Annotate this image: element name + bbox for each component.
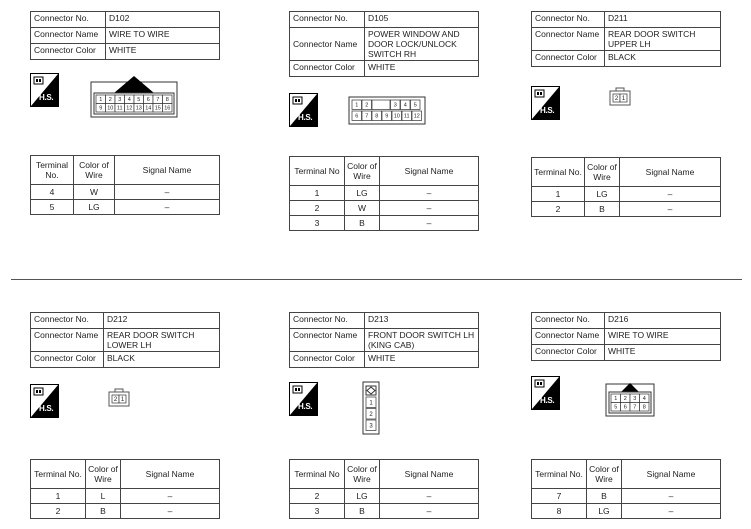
- connector-color-value: BLACK: [104, 352, 220, 368]
- wire-color: LG: [345, 186, 380, 201]
- pin-number: 3: [393, 102, 397, 109]
- signal-name: –: [622, 489, 721, 504]
- wire-color-header: Color of Wire: [345, 157, 380, 186]
- pin-number: 3: [369, 423, 373, 430]
- terminal-no-header: Terminal No.: [532, 158, 585, 187]
- hs-label: H.S.: [540, 106, 555, 115]
- harness-side-icon: [30, 73, 59, 107]
- pin-number: 10: [107, 105, 114, 112]
- signal-name: –: [115, 200, 220, 215]
- connector-color-value: WHITE: [605, 345, 721, 361]
- terminal-no: 1: [31, 489, 86, 504]
- wire-color: W: [74, 185, 115, 200]
- table-row: [31, 504, 220, 519]
- signal-name-header: Signal Name: [622, 460, 721, 489]
- terminal-table: [531, 459, 721, 519]
- pin-number: 1: [621, 96, 626, 103]
- pin-number: 4: [403, 102, 407, 109]
- signal-name-header: Signal Name: [380, 460, 479, 489]
- connector-no-label: Connector No.: [31, 313, 104, 329]
- terminal-no: 2: [290, 201, 345, 216]
- pin-number: 6: [146, 97, 150, 104]
- connector-info-table: [531, 312, 721, 361]
- hs-label: H.S.: [540, 396, 555, 405]
- connector-name-value: POWER WINDOW AND DOOR LOCK/UNLOCK SWITCH RH: [365, 28, 479, 61]
- terminal-no: 1: [290, 186, 345, 201]
- connector-color-value: WHITE: [365, 61, 479, 77]
- pin-number: 2: [623, 396, 627, 403]
- signal-name: –: [622, 504, 721, 519]
- pin-number: 2: [369, 411, 373, 418]
- pin-number: 10: [393, 113, 400, 120]
- pin-number: 6: [355, 113, 359, 120]
- connector-face-d105: [348, 96, 428, 131]
- table-row: [31, 200, 220, 215]
- connector-info-table: [30, 11, 220, 60]
- connector-color-label: Connector Color: [532, 51, 605, 67]
- connector-name-value: WIRE TO WIRE: [106, 28, 220, 44]
- terminal-table: [30, 459, 220, 519]
- signal-name: –: [380, 216, 479, 231]
- wire-color: L: [86, 489, 121, 504]
- pin-number: 5: [413, 102, 417, 109]
- pin-number: 2: [113, 397, 118, 404]
- table-row: [290, 216, 479, 231]
- connector-color-label: Connector Color: [31, 352, 104, 368]
- connector-name-label: Connector Name: [31, 329, 104, 352]
- hs-label: H.S.: [39, 93, 54, 102]
- pin-number: 16: [164, 105, 171, 112]
- pin-number: 9: [385, 113, 389, 120]
- connector-name-label: Connector Name: [532, 28, 605, 51]
- connector-name-value: FRONT DOOR SWITCH LH (KING CAB): [365, 329, 479, 352]
- pin-number: 8: [642, 404, 646, 411]
- pin-number: 6: [623, 404, 627, 411]
- signal-name-header: Signal Name: [380, 157, 479, 186]
- connector-no-label: Connector No.: [532, 12, 605, 28]
- terminal-no: 8: [532, 504, 587, 519]
- connector-no-label: Connector No.: [31, 12, 106, 28]
- harness-side-icon: [289, 382, 318, 416]
- connector-name-value: WIRE TO WIRE: [605, 329, 721, 345]
- pin-number: 11: [403, 113, 410, 120]
- connector-color-label: Connector Color: [290, 352, 365, 368]
- connector-no-value: D213: [365, 313, 479, 329]
- hs-label: H.S.: [298, 402, 313, 411]
- terminal-no: 7: [532, 489, 587, 504]
- pin-number: 5: [137, 97, 141, 104]
- connector-no-value: D105: [365, 12, 479, 28]
- table-row: [290, 201, 479, 216]
- connector-face-d212: [108, 388, 132, 413]
- pin-number: 7: [156, 97, 160, 104]
- terminal-no-header: Terminal No: [290, 157, 345, 186]
- connector-no-label: Connector No.: [532, 313, 605, 329]
- harness-side-icon: [531, 86, 560, 120]
- table-row: [31, 489, 220, 504]
- harness-side-icon: [531, 376, 560, 410]
- pin-number: 3: [118, 97, 122, 104]
- terminal-no: 3: [290, 504, 345, 519]
- connector-face-d213: [362, 381, 382, 442]
- signal-name: –: [380, 186, 479, 201]
- table-row: [290, 186, 479, 201]
- wire-color-header: Color of Wire: [587, 460, 622, 489]
- terminal-no: 5: [31, 200, 74, 215]
- connector-color-value: BLACK: [605, 51, 721, 67]
- signal-name: –: [380, 489, 479, 504]
- connector-no-value: D102: [106, 12, 220, 28]
- connector-info-table: [30, 312, 220, 368]
- connector-no-label: Connector No.: [290, 313, 365, 329]
- pin-number: 8: [165, 97, 169, 104]
- wire-color: LG: [74, 200, 115, 215]
- connector-color-value: WHITE: [365, 352, 479, 368]
- wire-color: B: [86, 504, 121, 519]
- pin-number: 2: [614, 96, 619, 103]
- terminal-no: 3: [290, 216, 345, 231]
- harness-side-icon: [30, 384, 59, 418]
- pin-number: 1: [99, 97, 103, 104]
- connector-name-label: Connector Name: [31, 28, 106, 44]
- signal-name: –: [121, 489, 220, 504]
- table-row: [532, 504, 721, 519]
- connector-name-value: REAR DOOR SWITCH LOWER LH: [104, 329, 220, 352]
- connector-info-table: [531, 11, 721, 67]
- wire-color-header: Color of Wire: [74, 156, 115, 185]
- terminal-table: [289, 156, 479, 231]
- connector-name-label: Connector Name: [290, 329, 365, 352]
- pin-number: 2: [365, 102, 369, 109]
- terminal-no-header: Terminal No.: [31, 460, 86, 489]
- terminal-no: 2: [31, 504, 86, 519]
- section-divider: [11, 279, 742, 280]
- wire-color-header: Color of Wire: [86, 460, 121, 489]
- connector-no-value: D211: [605, 12, 721, 28]
- hs-label: H.S.: [39, 404, 54, 413]
- terminal-no-header: Terminal No: [290, 460, 345, 489]
- pin-number: 4: [127, 97, 131, 104]
- wire-color: LG: [587, 504, 622, 519]
- pin-number: 12: [413, 113, 420, 120]
- pin-number: 9: [99, 105, 103, 112]
- pin-cell: [372, 100, 390, 110]
- wire-color-header: Color of Wire: [345, 460, 380, 489]
- table-row: [290, 489, 479, 504]
- pin-number: 5: [614, 404, 618, 411]
- connector-panel-d213: [289, 312, 489, 522]
- signal-name: –: [380, 201, 479, 216]
- connector-info-table: [289, 312, 479, 368]
- signal-name-header: Signal Name: [620, 158, 721, 187]
- connector-panel-d102: [30, 11, 230, 226]
- pin-number: 3: [633, 396, 637, 403]
- table-row: [532, 187, 721, 202]
- wire-color: W: [345, 201, 380, 216]
- pin-number: 13: [135, 105, 142, 112]
- connector-name-label: Connector Name: [532, 329, 605, 345]
- pin-number: 1: [369, 400, 373, 407]
- table-row: [532, 202, 721, 217]
- pin-number: 1: [614, 396, 618, 403]
- pin-number: 15: [154, 105, 161, 112]
- connector-color-label: Connector Color: [532, 345, 605, 361]
- signal-name-header: Signal Name: [115, 156, 220, 185]
- signal-name: –: [380, 504, 479, 519]
- harness-side-icon: [289, 93, 318, 127]
- connector-color-label: Connector Color: [290, 61, 365, 77]
- connector-face-d211: [609, 87, 633, 112]
- terminal-table: [289, 459, 479, 519]
- terminal-no: 2: [290, 489, 345, 504]
- connector-color-label: Connector Color: [31, 44, 106, 60]
- wire-color: B: [587, 489, 622, 504]
- connector-panel-d212: [30, 312, 230, 522]
- table-row: [290, 504, 479, 519]
- signal-name: –: [121, 504, 220, 519]
- pin-number: 1: [355, 102, 359, 109]
- pin-number: 11: [116, 105, 123, 112]
- wire-color: LG: [345, 489, 380, 504]
- pin-number: 8: [375, 113, 379, 120]
- pin-number: 2: [108, 97, 112, 104]
- signal-name: –: [115, 185, 220, 200]
- terminal-no-header: Terminal No.: [31, 156, 74, 185]
- wire-color: B: [345, 504, 380, 519]
- terminal-no: 4: [31, 185, 74, 200]
- terminal-no-header: Terminal No.: [532, 460, 587, 489]
- table-row: [31, 185, 220, 200]
- connector-no-value: D216: [605, 313, 721, 329]
- connector-face-d216: [605, 376, 657, 423]
- connector-color-value: WHITE: [106, 44, 220, 60]
- connector-no-value: D212: [104, 313, 220, 329]
- wire-color: B: [585, 202, 620, 217]
- connector-name-label: Connector Name: [290, 28, 365, 61]
- table-row: [532, 489, 721, 504]
- connector-panel-d211: [531, 11, 731, 221]
- signal-name: –: [620, 187, 721, 202]
- hs-label: H.S.: [298, 113, 313, 122]
- signal-name: –: [620, 202, 721, 217]
- pin-number: 12: [126, 105, 133, 112]
- signal-name-header: Signal Name: [121, 460, 220, 489]
- wire-color-header: Color of Wire: [585, 158, 620, 187]
- terminal-table: [531, 157, 721, 217]
- connector-panel-d216: [531, 312, 731, 522]
- connector-face-d102: [90, 73, 180, 124]
- terminal-no: 1: [532, 187, 585, 202]
- connector-panel-d105: [289, 11, 489, 236]
- pin-number: 14: [145, 105, 152, 112]
- connector-name-value: REAR DOOR SWITCH UPPER LH: [605, 28, 721, 51]
- terminal-table: [30, 155, 220, 215]
- wire-color: B: [345, 216, 380, 231]
- pin-number: 7: [365, 113, 369, 120]
- pin-number: 7: [633, 404, 637, 411]
- pin-number: 4: [642, 396, 646, 403]
- terminal-no: 2: [532, 202, 585, 217]
- pin-number: 1: [120, 397, 125, 404]
- wire-color: LG: [585, 187, 620, 202]
- connector-info-table: [289, 11, 479, 77]
- connector-no-label: Connector No.: [290, 12, 365, 28]
